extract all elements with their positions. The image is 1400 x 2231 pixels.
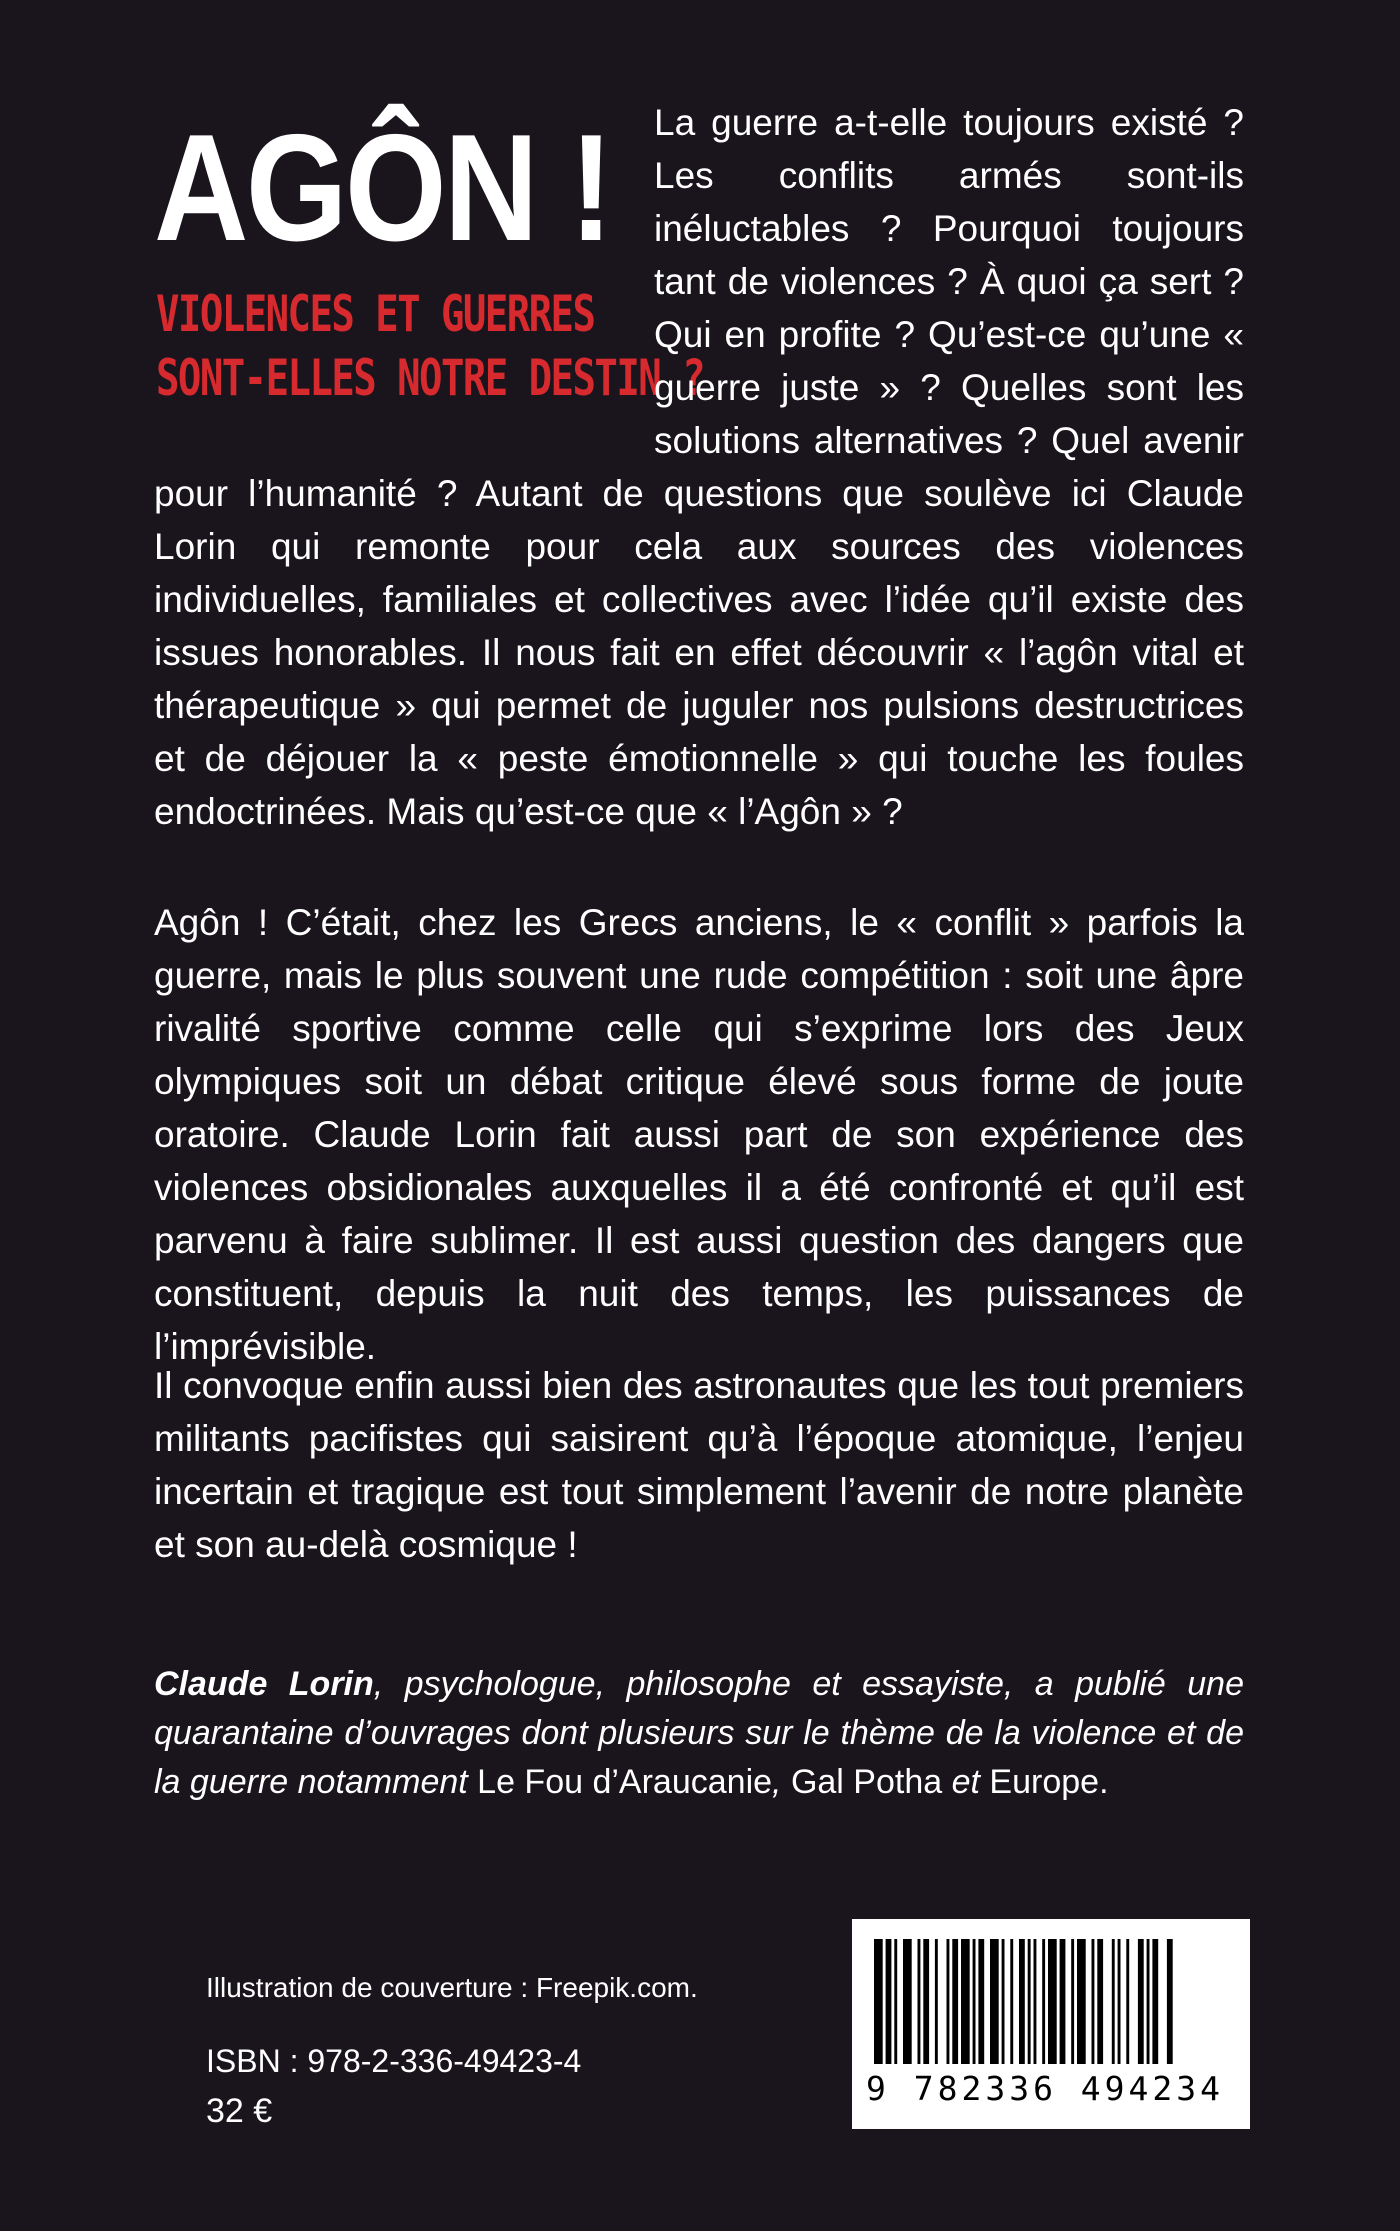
blurb-paragraph-3: Il convoque enfin aussi bien des astronautes que les tout premiers militants pacifistes qui saisirent qu’à l’époque atomique, l’enjeu incertain et tragique est tout simplement l’avenir de notre planète et son au-delà cosmique ! — [154, 1365, 1244, 1565]
price: 32 € — [206, 2092, 273, 2130]
barcode-bar — [1167, 1939, 1173, 2064]
barcode-bar — [1002, 1939, 1005, 2064]
author-name: Claude Lorin — [154, 1665, 374, 1703]
barcode-bar — [1028, 1939, 1031, 2064]
barcode-bar — [952, 1939, 958, 2064]
barcode-bar — [1097, 1939, 1103, 2064]
bio-separator-1: , — [772, 1763, 791, 1801]
book-title-2: Gal Potha — [790, 1763, 943, 1801]
blurb-paragraph-1-container — [154, 96, 1244, 838]
barcode-bar — [1034, 1939, 1037, 2064]
barcode-bar — [990, 1939, 999, 2064]
barcode-bar — [918, 1939, 921, 2064]
barcode-bar — [923, 1939, 929, 2064]
illustration-credit: Illustration de couverture : Freepik.com. — [206, 1972, 698, 2003]
barcode-bar — [1042, 1939, 1045, 2064]
bio-text: , psychologue, philosophe et essayiste, a publié une quarantaine d’ouvrages dont plusieurs sur le thème de la violence et de la guerre notamment — [154, 1665, 1244, 1801]
title-spacer — [154, 96, 654, 466]
barcode-digits: 9 782336 494234 — [866, 2069, 1225, 2108]
barcode-bar — [1077, 1939, 1086, 2064]
barcode-bar — [1112, 1939, 1115, 2064]
author-bio — [154, 1660, 1244, 1807]
barcode-bar — [947, 1939, 950, 2064]
blurb-paragraph-1: La guerre a-t-elle toujours existé ? Les conflits armés sont-ils inéluctables ? Pourquoi toujours tant de violences ? À quoi ça sert ? Qui en profite ? Qu’est-ce qu’une « guerre juste » ? Quelles sont les solutions alternatives ? Quel avenir pour l’humanité ? Autant de questions que soulève ici Claude Lorin qui remonte pour cela aux sources des violences individuelles, familiales et collectives avec l’idée qu’il existe des issues honorables. Il nous fait en effet découvrir « l’agôn vital et thérapeutique » qui permet de juguler nos pulsions destructrices et de déjouer la « peste émotionnelle » qui touche les foules endoctrinées. Mais qu’est-ce que « l’Agôn » ? — [154, 102, 1244, 832]
barcode-bar — [886, 1939, 892, 2064]
barcode-bar — [978, 1939, 984, 2064]
isbn: ISBN : 978-2-336-49423-4 — [206, 2043, 582, 2079]
barcode-bars — [862, 1939, 1240, 2069]
barcode-bar — [1019, 1939, 1025, 2064]
barcode — [852, 1919, 1250, 2129]
barcode-bar — [1071, 1939, 1074, 2064]
barcode-bar — [1152, 1939, 1158, 2064]
barcode-bar — [1010, 1939, 1013, 2064]
barcode-bar — [973, 1939, 976, 2064]
barcode-bar — [1092, 1939, 1095, 2064]
book-title-3: Europe — [989, 1763, 1100, 1801]
book-title-1: Le Fou d’Araucanie — [477, 1763, 773, 1801]
barcode-bar — [1060, 1939, 1066, 2064]
book-title: AGÔN ! — [154, 103, 611, 273]
barcode-bar — [1147, 1939, 1150, 2064]
barcode-bar — [1048, 1939, 1057, 2064]
barcode-bar — [903, 1939, 912, 2064]
barcode-bar — [874, 1939, 883, 2064]
barcode-bar — [961, 1939, 970, 2064]
barcode-bar — [894, 1939, 897, 2064]
bio-end: . — [1099, 1763, 1109, 1801]
barcode-bar — [1126, 1939, 1129, 2064]
blurb-paragraph-2: Agôn ! C’était, chez les Grecs anciens, le « conflit » parfois la guerre, mais le plus souvent une rude compétition : soit une âpre rivalité sportive comme celle qui s’exprime lors des Jeux olympiques soit un débat critique élevé sous forme de joute oratoire. Claude Lorin fait aussi part de son expérience des violences obsidionales auxquelles il a été confronté et qu’il est parvenu à faire sublimer. Il est aussi question des dangers que constituent, depuis la nuit des temps, les puissances de l’imprévisible. — [154, 902, 1244, 1367]
barcode-bar — [1138, 1939, 1144, 2064]
subtitle-line-2: SONT-ELLES NOTRE DESTIN ? — [156, 349, 705, 407]
barcode-bar — [1118, 1939, 1121, 2064]
bio-separator-2: et — [942, 1763, 990, 1801]
barcode-bar — [935, 1939, 938, 2064]
subtitle-line-1: VIOLENCES ET GUERRES — [156, 285, 595, 343]
